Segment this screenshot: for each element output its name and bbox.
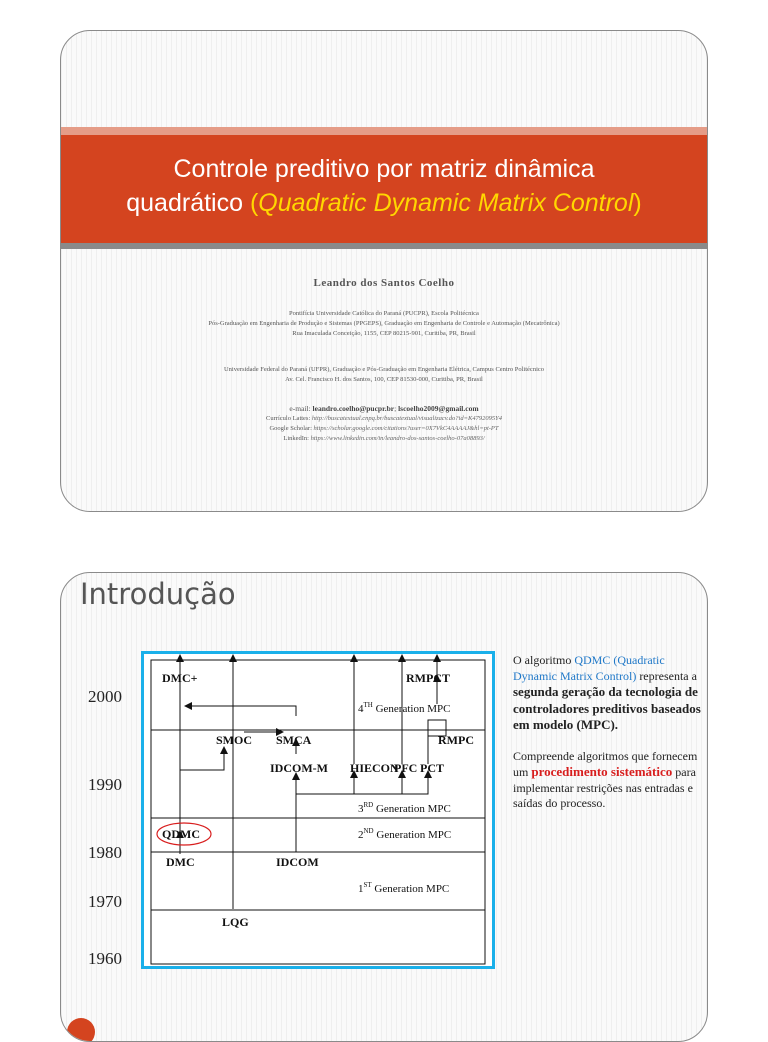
introduction-slide: [60, 572, 708, 1042]
intro-text: [513, 653, 705, 827]
slide-title: [61, 135, 707, 243]
label-gen2: 2ND Generation MPC: [358, 827, 452, 841]
qdmc-term: QDMC (Quadratic Dynamic Matrix Control): [513, 653, 665, 683]
smca-to-dmcplus-arrow: [188, 706, 296, 716]
intro-paragraph-2: [513, 749, 705, 812]
year-label: 1990: [88, 775, 122, 794]
label-idcom-m: IDCOM-M: [270, 761, 328, 775]
lattes-line: [61, 414, 707, 424]
email-line: [61, 404, 707, 414]
scholar-label: Google Scholar:: [269, 425, 314, 432]
title-band-top-stripe: [61, 127, 707, 135]
label-qdmc: QDMC: [162, 827, 200, 841]
label-gen4: 4TH Generation MPC: [358, 701, 451, 715]
linkedin-link[interactable]: https://www.linkedin.com/in/leandro-dos-santos-coelho-07a08893/: [310, 435, 485, 442]
slide-number-badge: [67, 1018, 95, 1042]
systematic-procedure-emphasis: procedimento sistemático: [531, 764, 673, 779]
title-open-paren: (: [249, 189, 259, 217]
author-name: Leandro dos Santos Coelho: [313, 277, 455, 289]
label-gen1: 1ST Generation MPC: [358, 881, 450, 895]
title-english: Quadratic Dynamic Matrix Control: [258, 189, 634, 217]
intro-paragraph-1: [513, 653, 705, 734]
email-2[interactable]: lscoelho2009@gmail.com: [398, 404, 479, 413]
title-line-1: Controle preditivo por matriz dinâmica: [173, 155, 595, 183]
email-label: e-mail:: [289, 404, 313, 413]
lattes-label: Currículo Lattes:: [266, 415, 312, 422]
idcomm-branch-arrow: [296, 774, 428, 794]
title-band-bottom-stripe: [61, 243, 707, 249]
label-dmc: DMC: [166, 855, 195, 869]
scholar-line: [61, 424, 707, 434]
label-hiecon: HIECON: [350, 761, 399, 775]
label-pfc: PFC: [394, 761, 418, 775]
label-gen3: 3RD Generation MPC: [358, 801, 451, 815]
affiliation-line: Av. Cel. Francisco H. dos Santos, 100, CEP 81530-000, Curitiba, PR, Brasil: [285, 376, 483, 383]
label-idcom: IDCOM: [276, 855, 319, 869]
mpc-history-svg: [144, 654, 492, 966]
label-smca: SMCA: [276, 733, 312, 747]
affiliation-line: Pontifícia Universidade Católica do Paraná (PUCPR), Escola Politécnica: [289, 310, 479, 317]
affiliation-line: Pós-Graduação em Engenharia de Produção e Sistemas (PPGEPS), Graduação em Engenharia de Controle e Automação (Mecatrônica): [208, 320, 560, 327]
linkedin-label: LinkedIn:: [283, 435, 311, 442]
text-span: Compreende algoritmos que fornecem um: [513, 748, 698, 779]
affiliation-line: Rua Imaculada Conceição, 1155, CEP 80215-901, Curitiba, PR, Brasil: [292, 330, 476, 337]
email-1[interactable]: leandro.coelho@pucpr.br: [312, 404, 395, 413]
label-pct: PCT: [420, 761, 444, 775]
scholar-link[interactable]: https://scholar.google.com/citations?user=0X7VkC4AAAAJ&hl=pt-PT: [313, 425, 499, 432]
second-generation-emphasis: segunda geração da tecnologia de controladores preditivos baseados em modelo (MPC).: [513, 684, 701, 732]
email-separator: ;: [394, 404, 399, 413]
text-span: representa a: [636, 668, 697, 683]
title-close-paren: ): [633, 189, 642, 217]
label-lqg: LQG: [222, 915, 249, 929]
year-label: 2000: [88, 687, 122, 706]
contact-block: [61, 404, 707, 444]
text-span: O algoritmo: [513, 653, 575, 667]
dmc-to-smoc-arrow: [180, 750, 224, 770]
affiliation-pucpr: [61, 309, 707, 339]
linkedin-line: [61, 434, 707, 444]
text-span: para implementar restrições nas entradas e saídas do processo.: [513, 765, 696, 810]
label-dmc-plus: DMC+: [162, 671, 198, 685]
mpc-history-diagram: [141, 651, 495, 969]
slide-title: Introdução: [80, 577, 236, 611]
affiliation-line: Universidade Federal do Paraná (UFPR), Graduação e Pós-Graduação em Engenharia Elétrica, Campus Centro Politécnico: [223, 366, 545, 373]
year-label: 1970: [88, 892, 122, 911]
label-smoc: SMOC: [216, 733, 252, 747]
title-slide: [60, 30, 708, 512]
affiliation-ufpr: [61, 365, 707, 385]
year-label: 1980: [88, 843, 122, 862]
year-label: 1960: [88, 949, 122, 968]
label-rmpc: RMPC: [438, 733, 474, 747]
title-line-2: [61, 186, 707, 220]
lattes-link[interactable]: http://buscatextual.cnpq.br/buscatextual/visualizacv.do?id=K4792095Y4: [311, 415, 502, 422]
label-rmpct: RMPCT: [406, 671, 450, 685]
title-line-2-prefix: quadrático: [126, 189, 250, 217]
